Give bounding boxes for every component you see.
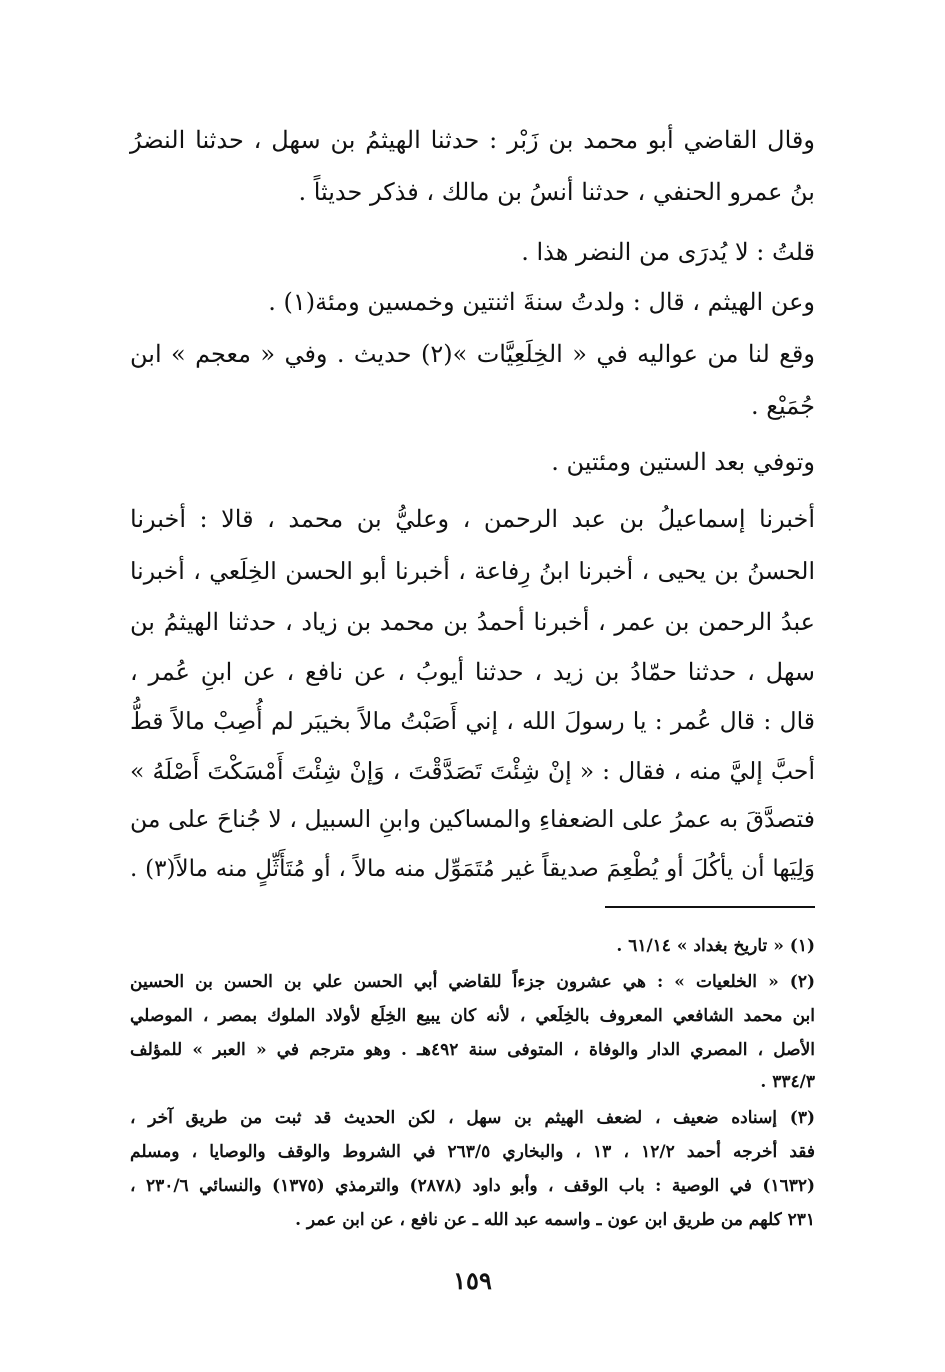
body-line: أحبَّ إليَّ منه ، فقال : « إنْ شِئْتَ تَصَدَّقْتَ ، وَإنْ شِئْتَ أَمْسَكْتَ أَصْلَهُ »	[130, 757, 815, 785]
footnote-line: ابن محمد الشافعي المعروف بالخِلَعي ، لأنه كان يبيع الخِلَع لأولاد الملوك بمصر ، الموصلي	[130, 1006, 815, 1026]
body-line: قلتُ : لا يُدرَى من النضر هذا .	[521, 238, 815, 266]
body-line: الحسنُ بن يحيى ، أخبرنا ابنُ رِفاعة ، أخبرنا أبو الحسن الخِلَعي ، أخبرنا	[130, 557, 815, 585]
footnote-line: ٣٣٤/٣ .	[760, 1072, 815, 1092]
footnote-line: (١٦٣٢) في الوصية : باب الوقف ، وأبو داود (٢٨٧٨) والترمذي (١٣٧٥) والنسائي ٢٣٠/٦ ،	[130, 1176, 816, 1196]
footnote-line: الأصل ، المصري الدار والوفاة ، المتوفى سنة ٤٩٢هـ . وهو مترجم في « العبر » للمؤلف	[130, 1040, 815, 1060]
body-line: فتصدَّقَ به عمرُ على الضعفاءِ والمساكين وابنِ السبيل ، لا جُناحَ على من	[130, 805, 815, 833]
body-line: وَلِيَها أن يأكُلَ أو يُطْعِمَ صديقاً غير مُتَمَوِّل منه مالاً ، أو مُتَأَثِّلٍ منه مالاً(٣) .	[130, 856, 815, 882]
footnote-separator	[605, 906, 815, 908]
body-line: عبدُ الرحمن بن عمر ، أخبرنا أحمدُ بن محمد بن زياد ، حدثنا الهيثمُ بن	[130, 608, 815, 636]
footnote-line: (٣) إسناده ضعيف ، لضعف الهيثم بن سهل ، لكن الحديث قد ثبت من طريق آخر ،	[130, 1108, 815, 1128]
footnote-line: ٢٣١ كلهم من طريق ابن عون ـ واسمه عبد الله ـ عن نافع ، عن ابن عمر .	[295, 1210, 815, 1230]
body-line: سهل ، حدثنا حمّادُ بن زيد ، حدثنا أيوبُ ، عن نافع ، عن ابنِ عُمر ،	[130, 658, 815, 686]
body-line: قال : قال عُمر : يا رسولَ الله ، إني أَصَبْتُ مالاً بخيبَر لم أُصِبْ مالاً قطُّ	[130, 707, 815, 735]
body-line: وقع لنا من عواليه في « الخِلَعِيَّات »(٢) حديث . وفي « معجم » ابن	[130, 340, 815, 368]
body-line: بنُ عمرو الحنفي ، حدثنا أنسُ بن مالك ، فذكر حديثاً .	[298, 178, 815, 206]
page-number: ١٥٩	[453, 1266, 492, 1295]
footnote-line: (١) « تاريخ بغداد » ٦١/١٤ .	[616, 936, 815, 956]
body-line: وقال القاضي أبو محمد بن زَبْر : حدثنا الهيثمُ بن سهل ، حدثنا النضرُ	[130, 126, 815, 154]
body-line: وعن الهيثم ، قال : ولدتُ سنةَ اثنتين وخمسين ومئة(١) .	[268, 288, 815, 316]
body-line: أخبرنا إسماعيلُ بن عبد الرحمن ، وعليُّ بن محمد ، قالا : أخبرنا	[130, 505, 815, 533]
body-line: وتوفي بعد الستين ومئتين .	[551, 448, 815, 476]
footnote-line: (٢) « الخلعيات » : هي عشرون جزءاً للقاضي أبي الحسن علي بن الحسن بن الحسين	[130, 972, 815, 992]
body-line: جُمَيْع .	[751, 392, 815, 420]
footnote-line: فقد أخرجه أحمد ١٢/٢ ، ١٣ ، والبخاري ٢٦٣/٥ في الشروط والوقف والوصايا ، ومسلم	[130, 1142, 815, 1162]
